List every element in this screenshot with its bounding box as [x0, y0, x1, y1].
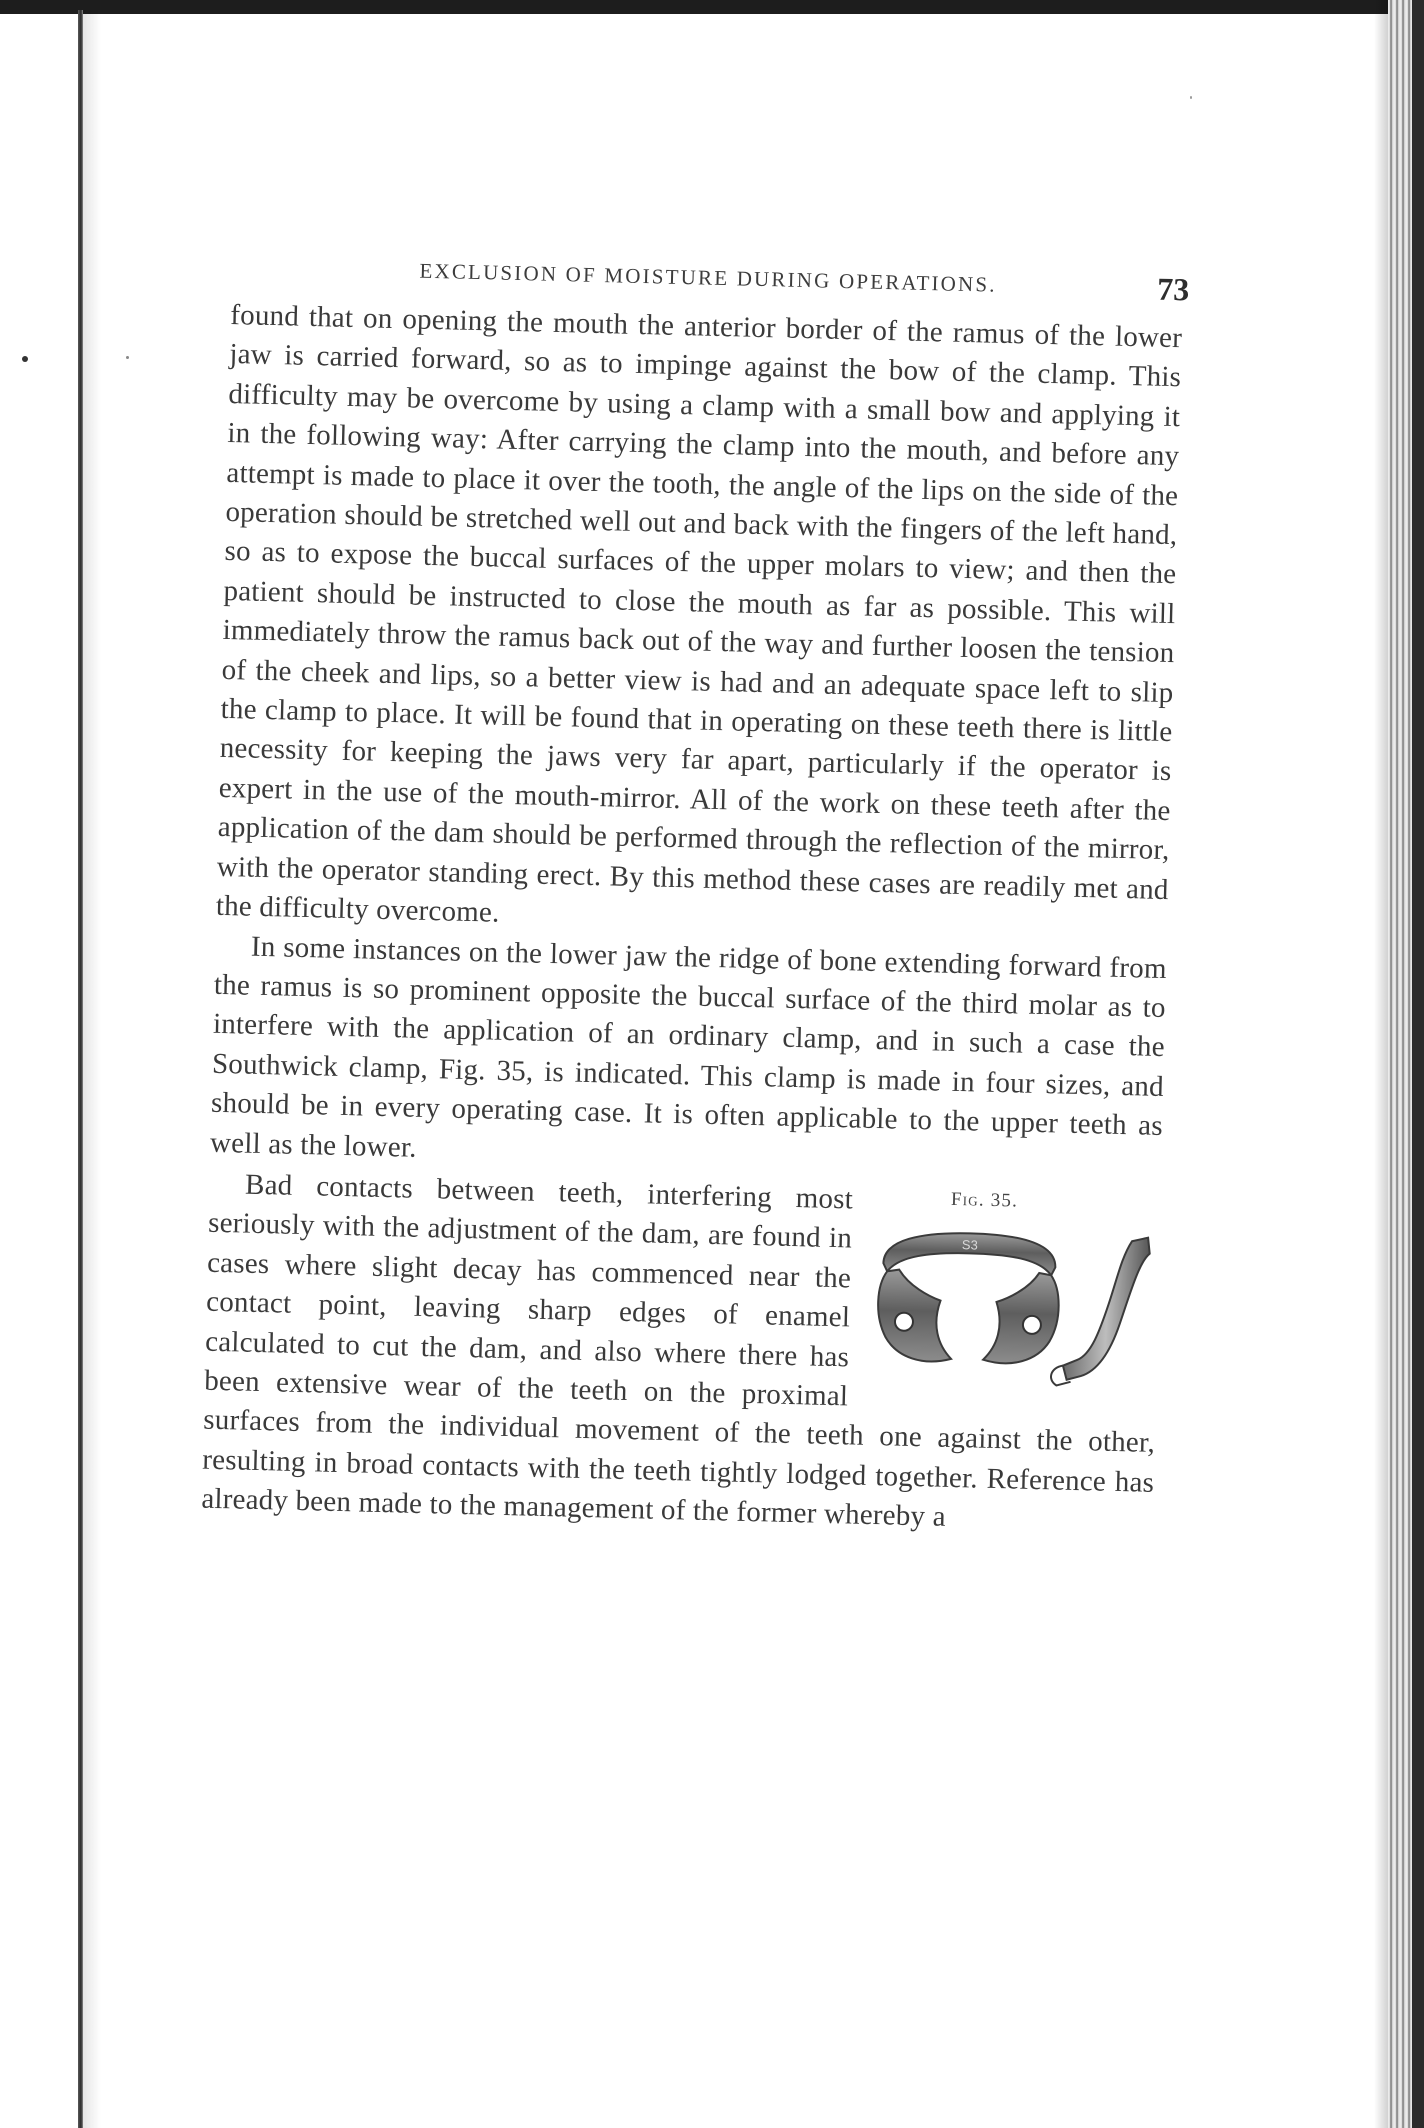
page-number: 73: [1156, 270, 1190, 308]
clamp-side-view: [1051, 1235, 1150, 1387]
paragraph-continued: found that on opening the mouth the anterior border of the ramus of the lower jaw is carried forward, so as to impinge against the bow of the clamp. This difficulty may be overcome by using a clamp with a small bow and applying it in the following way: After carrying the clamp into the mouth, and before any attempt is made to place it over the tooth, the angle of the lips on the side of the operation should be stretched well out and back with the fingers of the left hand, so as to expose the buccal surfaces of the upper molars to view; and then the patient should be instructed to close the mouth as far as possible. This will immediately throw the ramus back out of the way and further loosen the tension of the cheek and lips, so a better view is had and an adequate space left to slip the clamp to place. It will be found that in operating on these teeth there is little necessity for keeping the jaws very far apart, particularly if the operator is expert in the use of the mouth-mirror. All of the work on these teeth after the application of the dam should be performed through the reflection of the mirror, with the operator standing erect. By this method these cases are readily met and the difficulty overcome.: [215, 298, 1183, 929]
figure-35: [866, 1185, 1161, 1410]
running-title: EXCLUSION OF MOISTURE DURING OPERATIONS.: [419, 258, 998, 297]
southwick-clamp-icon: [866, 1225, 1160, 1402]
gutter-shadow: [83, 10, 101, 2128]
clamp-stamp: S3: [961, 1237, 979, 1253]
scan-top-border: [0, 0, 1424, 14]
clamp-front-view: [877, 1231, 1061, 1364]
paragraph-southwick-clamp: In some instances on the lower jaw the ridge of bone extending forward from the ramus is so prominent opposite the buccal surface of the third molar as to interfere with the application of an ordinary clamp, and in such a case the Southwick clamp, Fig. 35, is indicated. This clamp is made in four sizes, and should be in every operating case. It is often applicable to the upper teeth as well as the lower.: [209, 930, 1168, 1164]
page-edges-dark: [1412, 0, 1424, 2128]
scan-speck: [22, 356, 28, 362]
paragraph-bad-contacts: Bad contacts between teeth, interfering most seriously with the adjustment of the dam, are found in cases where slight decay has commenced near the contact point, leaving sharp edges of enamel calculated to cut the dam, and also where there has been extensive wear of the teeth on the proximal surfaces from the individual movement of the teeth one against the other, resulting in broad contacts with the teeth tightly lodged together. Reference has already been made to the management of the former whereby a: [201, 1168, 1156, 1533]
book-page: [201, 248, 1190, 1542]
page-edge-shadow: [1374, 0, 1388, 2128]
figure-caption: Fig. 35.: [950, 1188, 1019, 1212]
scan-speck: [1190, 96, 1192, 99]
scan-speck: [126, 356, 129, 359]
paragraph-with-figure: [201, 1165, 1161, 1543]
